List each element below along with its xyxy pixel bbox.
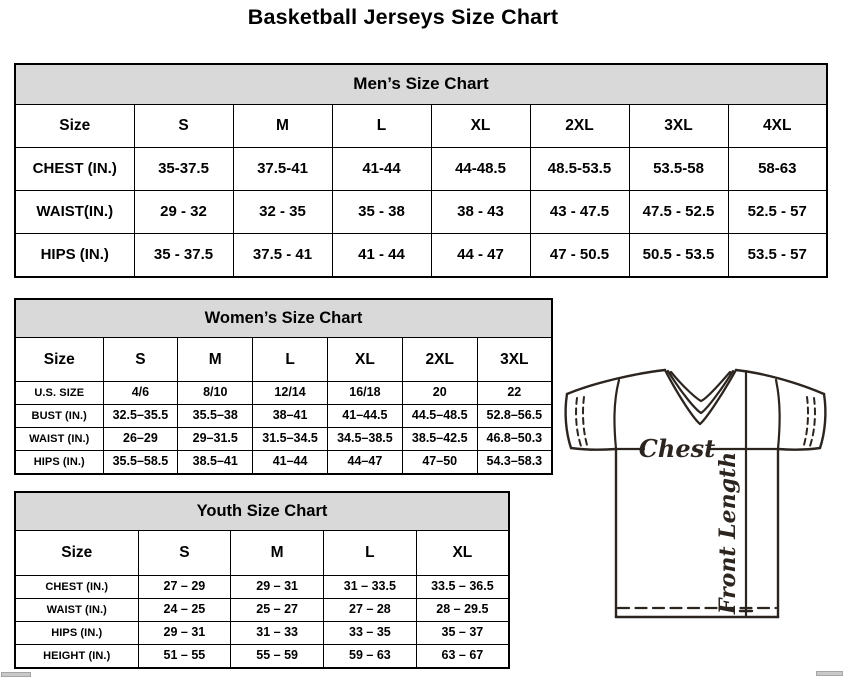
size-value-cell: 33.5 – 36.5 xyxy=(416,576,509,599)
size-value-cell: 47–50 xyxy=(402,451,477,475)
col-header-3xl: 3XL xyxy=(477,338,552,382)
size-value-cell: 24 – 25 xyxy=(138,599,231,622)
size-value-cell: 53.5-58 xyxy=(629,148,728,191)
size-value-cell: 38 - 43 xyxy=(431,191,530,234)
column-header-row xyxy=(15,105,827,148)
size-value-cell: 35 – 37 xyxy=(416,622,509,645)
size-value-cell: 50.5 - 53.5 xyxy=(629,234,728,278)
jersey-right-sleeve-outer xyxy=(820,394,825,448)
col-header-m: M xyxy=(233,105,332,148)
table-row xyxy=(15,148,827,191)
size-value-cell: 28 – 29.5 xyxy=(416,599,509,622)
row-label: HIPS (IN.) xyxy=(15,622,138,645)
men-size-table-grid xyxy=(14,63,828,278)
women-chart-title: Women’s Size Chart xyxy=(15,299,552,338)
row-label: WAIST (IN.) xyxy=(15,428,103,451)
table-row xyxy=(15,234,827,278)
size-value-cell: 31 – 33.5 xyxy=(324,576,417,599)
size-value-cell: 44-48.5 xyxy=(431,148,530,191)
size-value-cell: 63 – 67 xyxy=(416,645,509,669)
size-value-cell: 38.5–41 xyxy=(178,451,253,475)
row-label: WAIST (IN.) xyxy=(15,599,138,622)
size-value-cell: 38–41 xyxy=(253,405,328,428)
size-value-cell: 25 – 27 xyxy=(231,599,324,622)
size-value-cell: 53.5 - 57 xyxy=(728,234,827,278)
col-header-m: M xyxy=(231,531,324,576)
size-value-cell: 46.8–50.3 xyxy=(477,428,552,451)
size-value-cell: 34.5–38.5 xyxy=(327,428,402,451)
size-value-cell: 54.3–58.3 xyxy=(477,451,552,475)
col-header-2xl: 2XL xyxy=(402,338,477,382)
size-value-cell: 44–47 xyxy=(327,451,402,475)
size-value-cell: 55 – 59 xyxy=(231,645,324,669)
size-column-label: Size xyxy=(15,338,103,382)
size-value-cell: 35.5–58.5 xyxy=(103,451,178,475)
column-header-row xyxy=(15,338,552,382)
col-header-s: S xyxy=(134,105,233,148)
size-value-cell: 29 - 32 xyxy=(134,191,233,234)
size-value-cell: 16/18 xyxy=(327,382,402,405)
size-value-cell: 29 – 31 xyxy=(138,622,231,645)
jersey-left-cuff-dashes-2 xyxy=(583,397,587,445)
size-value-cell: 31.5–34.5 xyxy=(253,428,328,451)
table-row xyxy=(15,576,509,599)
mens-size-table xyxy=(14,63,828,278)
size-value-cell: 29 – 31 xyxy=(231,576,324,599)
row-label: U.S. SIZE xyxy=(15,382,103,405)
row-label: WAIST(IN.) xyxy=(15,191,134,234)
page-title: Basketball Jerseys Size Chart xyxy=(247,5,559,29)
size-value-cell: 35-37.5 xyxy=(134,148,233,191)
table-row xyxy=(15,428,552,451)
col-header-3xl: 3XL xyxy=(629,105,728,148)
row-label: HIPS (IN.) xyxy=(15,451,103,475)
jersey-right-cuff-dashes-2 xyxy=(804,397,808,445)
size-value-cell: 41 - 44 xyxy=(332,234,431,278)
size-value-cell: 33 – 35 xyxy=(324,622,417,645)
size-value-cell: 31 – 33 xyxy=(231,622,324,645)
jersey-left-seam xyxy=(614,380,619,449)
col-header-l: L xyxy=(324,531,417,576)
jersey-left-cuff-dashes xyxy=(576,398,581,446)
size-value-cell: 4/6 xyxy=(103,382,178,405)
youth-chart-title: Youth Size Chart xyxy=(15,492,509,531)
row-label: HEIGHT (IN.) xyxy=(15,645,138,669)
size-value-cell: 32 - 35 xyxy=(233,191,332,234)
size-value-cell: 26–29 xyxy=(103,428,178,451)
size-value-cell: 12/14 xyxy=(253,382,328,405)
womens-size-table xyxy=(14,298,553,475)
jersey-measurement-diagram xyxy=(556,361,841,627)
scrollbar-fragment-left[interactable] xyxy=(1,672,31,677)
row-label: HIPS (IN.) xyxy=(15,234,134,278)
size-value-cell: 47.5 - 52.5 xyxy=(629,191,728,234)
size-value-cell: 41-44 xyxy=(332,148,431,191)
column-header-row xyxy=(15,531,509,576)
size-value-cell: 52.8–56.5 xyxy=(477,405,552,428)
size-value-cell: 51 – 55 xyxy=(138,645,231,669)
jersey-right-sleeve-bottom xyxy=(778,448,820,450)
table-row xyxy=(15,382,552,405)
col-header-m: M xyxy=(178,338,253,382)
size-value-cell: 32.5–35.5 xyxy=(103,405,178,428)
size-value-cell: 27 – 29 xyxy=(138,576,231,599)
row-label: BUST (IN.) xyxy=(15,405,103,428)
size-value-cell: 20 xyxy=(402,382,477,405)
col-header-l: L xyxy=(332,105,431,148)
row-label: CHEST (IN.) xyxy=(15,576,138,599)
size-value-cell: 52.5 - 57 xyxy=(728,191,827,234)
row-label: CHEST (IN.) xyxy=(15,148,134,191)
size-value-cell: 41–44.5 xyxy=(327,405,402,428)
jersey-right-seam xyxy=(776,380,780,449)
size-value-cell: 47 - 50.5 xyxy=(530,234,629,278)
front-length-measure-label: Front Length xyxy=(715,451,741,615)
size-value-cell: 35.5–38 xyxy=(178,405,253,428)
jersey-right-shoulder-line xyxy=(736,370,824,394)
col-header-xl: XL xyxy=(327,338,402,382)
table-row xyxy=(15,191,827,234)
youth-size-table xyxy=(14,491,510,669)
size-column-label: Size xyxy=(15,105,134,148)
men-chart-title: Men’s Size Chart xyxy=(15,64,827,105)
size-value-cell: 37.5 - 41 xyxy=(233,234,332,278)
size-value-cell: 48.5-53.5 xyxy=(530,148,629,191)
size-value-cell: 44.5–48.5 xyxy=(402,405,477,428)
size-value-cell: 37.5-41 xyxy=(233,148,332,191)
col-header-xl: XL xyxy=(416,531,509,576)
table-row xyxy=(15,599,509,622)
jersey-left-sleeve-outer xyxy=(566,394,571,448)
size-value-cell: 29–31.5 xyxy=(178,428,253,451)
size-value-cell: 59 – 63 xyxy=(324,645,417,669)
size-value-cell: 43 - 47.5 xyxy=(530,191,629,234)
youth-size-table-grid xyxy=(14,491,510,669)
table-row xyxy=(15,645,509,669)
size-value-cell: 35 - 38 xyxy=(332,191,431,234)
col-header-s: S xyxy=(138,531,231,576)
size-column-label: Size xyxy=(15,531,138,576)
col-header-xl: XL xyxy=(431,105,530,148)
size-value-cell: 22 xyxy=(477,382,552,405)
table-row xyxy=(15,622,509,645)
col-header-2xl: 2XL xyxy=(530,105,629,148)
chest-measure-label: Chest xyxy=(638,434,716,463)
size-value-cell: 8/10 xyxy=(178,382,253,405)
col-header-4xl: 4XL xyxy=(728,105,827,148)
size-value-cell: 38.5–42.5 xyxy=(402,428,477,451)
col-header-l: L xyxy=(253,338,328,382)
table-row xyxy=(15,405,552,428)
size-value-cell: 58-63 xyxy=(728,148,827,191)
size-value-cell: 35 - 37.5 xyxy=(134,234,233,278)
col-header-s: S xyxy=(103,338,178,382)
scrollbar-fragment-right[interactable] xyxy=(816,671,843,676)
jersey-left-sleeve-bottom xyxy=(571,448,616,450)
women-size-table-grid xyxy=(14,298,553,475)
size-value-cell: 44 - 47 xyxy=(431,234,530,278)
size-value-cell: 41–44 xyxy=(253,451,328,475)
jersey-right-cuff-dashes xyxy=(810,398,815,446)
table-row xyxy=(15,451,552,475)
size-value-cell: 27 – 28 xyxy=(324,599,417,622)
